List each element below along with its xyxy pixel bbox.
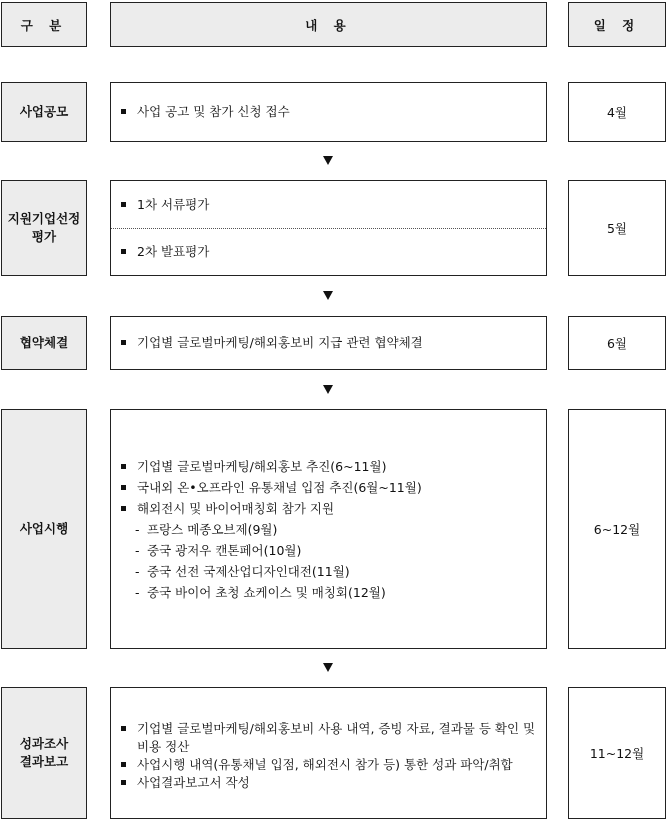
- sub-list-item: - 중국 바이어 초청 쇼케이스 및 매칭회(12월): [135, 585, 386, 600]
- arrow-down-icon: [323, 291, 333, 300]
- stage-content-execution: [110, 409, 547, 649]
- bullet-icon: [121, 762, 126, 767]
- stage-schedule-selection: 5월: [568, 180, 666, 276]
- list-item: 기업별 글로벌마케팅/해외홍보비 사용 내역, 증빙 자료, 결과물 등 확인 및 비용 정산: [121, 720, 538, 756]
- bullet-icon: [121, 249, 126, 254]
- dash-icon: -: [135, 522, 140, 537]
- bullet-icon: [121, 340, 126, 345]
- dash-icon: -: [135, 543, 140, 558]
- list-item: 기업별 글로벌마케팅/해외홍보 추진(6~11월): [121, 458, 538, 476]
- stage-schedule-execution: 6~12월: [568, 409, 666, 649]
- bullet-icon: [121, 506, 126, 511]
- stage-content-selection: [110, 180, 547, 276]
- stage-label-announcement: 사업공모: [1, 82, 87, 142]
- sub-list-item: - 프랑스 메종오브제(9월): [135, 522, 278, 537]
- stage-content-announcement: [110, 82, 547, 142]
- dotted-divider: [111, 228, 546, 229]
- bullet-icon: [121, 485, 126, 490]
- arrow-down-icon: [323, 385, 333, 394]
- sub-list-item: - 중국 광저우 캔톤페어(10월): [135, 543, 302, 558]
- bullet-icon: [121, 464, 126, 469]
- arrow-down-icon: [323, 663, 333, 672]
- list-item: 사업결과보고서 작성: [121, 774, 538, 792]
- stage-content-report: [110, 687, 547, 819]
- sub-list-item: - 중국 선전 국제산업디자인대전(11월): [135, 564, 350, 579]
- bullet-icon: [121, 202, 126, 207]
- list-item: 사업시행 내역(유통채널 입점, 해외전시 참가 등) 통한 성과 파악/취합: [121, 756, 538, 774]
- stage-label-agreement: 협약체결: [1, 316, 87, 370]
- list-item: 국내외 온•오프라인 유통채널 입점 추진(6월~11월): [121, 479, 538, 497]
- list-item: 기업별 글로벌마케팅/해외홍보비 지급 관련 협약체결: [121, 334, 538, 352]
- header-schedule: 일 정: [568, 2, 666, 47]
- bullet-icon: [121, 726, 126, 731]
- dash-icon: -: [135, 585, 140, 600]
- header-content: 내 용: [110, 2, 547, 47]
- header-category: 구 분: [1, 2, 87, 47]
- stage-schedule-announcement: 4월: [568, 82, 666, 142]
- arrow-down-icon: [323, 156, 333, 165]
- list-item: 2차 발표평가: [121, 243, 538, 261]
- stage-label-selection: 지원기업선정 평가: [1, 180, 87, 276]
- bullet-icon: [121, 780, 126, 785]
- stage-schedule-agreement: 6월: [568, 316, 666, 370]
- stage-schedule-report: 11~12월: [568, 687, 666, 819]
- bullet-icon: [121, 109, 126, 114]
- list-item: 해외전시 및 바이어매칭회 참가 지원: [121, 500, 538, 518]
- stage-label-execution: 사업시행: [1, 409, 87, 649]
- dash-icon: -: [135, 564, 140, 579]
- stage-label-report: 성과조사 결과보고: [1, 687, 87, 819]
- stage-content-agreement: [110, 316, 547, 370]
- list-item: 1차 서류평가: [121, 196, 538, 214]
- list-item: 사업 공고 및 참가 신청 접수: [121, 103, 538, 121]
